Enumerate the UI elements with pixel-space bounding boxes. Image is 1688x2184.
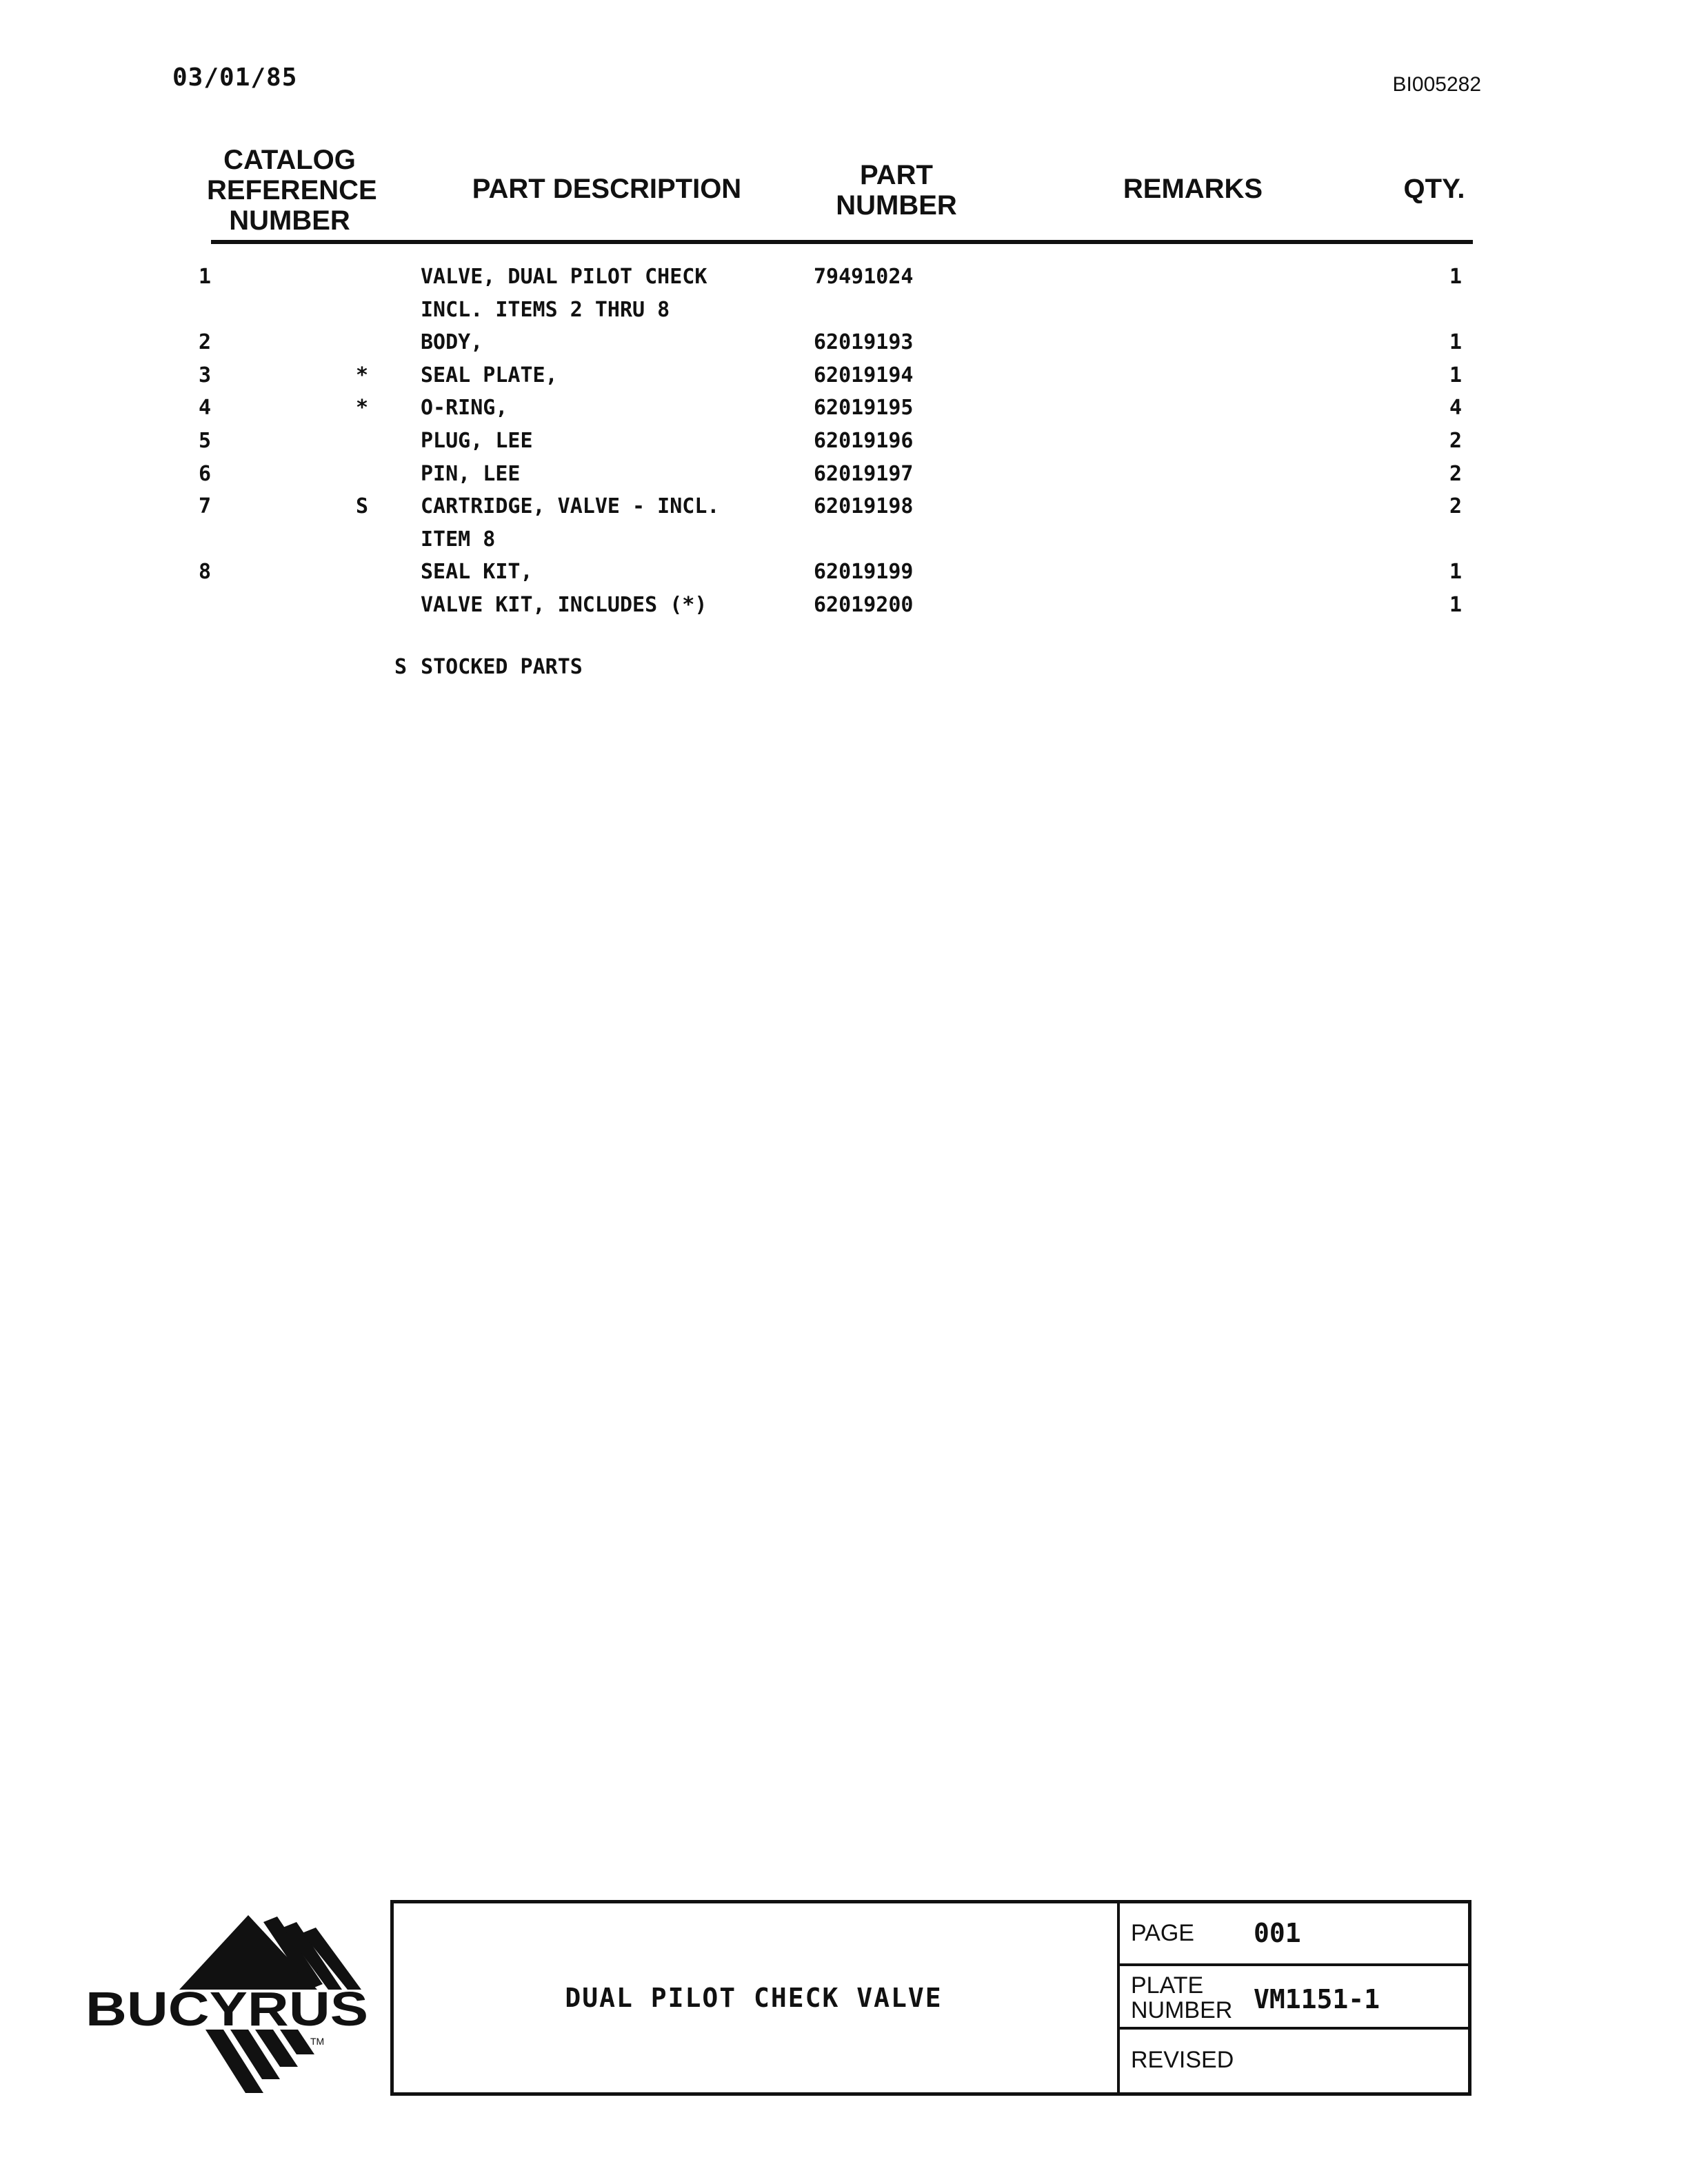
column-header-line: CATALOG bbox=[223, 145, 356, 175]
description-cell: PLUG, LEE bbox=[421, 428, 533, 453]
ref-cell: 4 bbox=[199, 396, 212, 421]
ref-cell: 2 bbox=[199, 330, 212, 355]
revised-label: REVISED bbox=[1131, 2047, 1234, 2073]
ref-cell: 8 bbox=[199, 560, 212, 585]
part-number-cell: 62019196 bbox=[814, 428, 914, 453]
title-block-rule bbox=[1117, 2027, 1471, 2030]
table-row bbox=[0, 392, 1688, 425]
part-number-cell: 62019195 bbox=[814, 396, 914, 421]
description-cell: SEAL PLATE, bbox=[421, 363, 558, 387]
header-rule bbox=[211, 240, 1473, 244]
ref-cell: 3 bbox=[199, 363, 212, 387]
table-row bbox=[0, 523, 1688, 556]
table-row bbox=[0, 261, 1688, 294]
column-header-part-description: PART DESCRIPTION bbox=[472, 174, 742, 204]
part-number-cell: 62019197 bbox=[814, 461, 914, 486]
description-cell: VALVE KIT, INCLUDES (*) bbox=[421, 592, 707, 617]
description-cell: PIN, LEE bbox=[421, 461, 521, 486]
qty-cell: 1 bbox=[1449, 330, 1462, 355]
description-cell: CARTRIDGE, VALVE - INCL. bbox=[421, 494, 720, 519]
description-cell: SEAL KIT, bbox=[421, 560, 533, 585]
column-header-part-number bbox=[814, 160, 979, 221]
qty-cell: 4 bbox=[1449, 396, 1462, 421]
column-header-line: NUMBER bbox=[836, 190, 957, 221]
qty-cell: 1 bbox=[1449, 560, 1462, 585]
part-number-cell: 79491024 bbox=[814, 265, 914, 289]
document-date: 03/01/85 bbox=[172, 63, 298, 92]
column-header-qty: QTY. bbox=[1403, 174, 1465, 204]
page-label: PAGE bbox=[1131, 1920, 1194, 1946]
bucyrus-logo bbox=[83, 1907, 379, 2100]
part-number-cell: 62019200 bbox=[814, 592, 914, 617]
logo-trademark: TM bbox=[310, 2036, 325, 2047]
logo-wordmark: BUCYRUS bbox=[86, 1982, 368, 2036]
plate-number: VM1151-1 bbox=[1254, 1984, 1380, 2014]
ref-cell: 6 bbox=[199, 461, 212, 486]
qty-cell: 2 bbox=[1449, 494, 1462, 519]
description-cell: O-RING, bbox=[421, 396, 508, 421]
mark-cell: * bbox=[356, 396, 369, 421]
legend-text: STOCKED PARTS bbox=[421, 655, 583, 679]
ref-cell: 1 bbox=[199, 265, 212, 289]
table-row bbox=[0, 490, 1688, 523]
table-row bbox=[0, 326, 1688, 359]
plate-label-line: PLATE bbox=[1131, 1972, 1204, 1999]
legend-mark: S bbox=[394, 655, 408, 679]
column-header-catalog-reference bbox=[207, 145, 377, 236]
legend bbox=[394, 655, 583, 679]
title-block-rule bbox=[1117, 1963, 1471, 1966]
description-cell: ITEM 8 bbox=[421, 527, 496, 552]
part-number-cell: 62019199 bbox=[814, 560, 914, 585]
column-header-line: REFERENCE bbox=[207, 175, 377, 205]
table-row bbox=[0, 359, 1688, 392]
drawing-title: DUAL PILOT CHECK VALVE bbox=[565, 1983, 943, 2013]
part-number-cell: 62019194 bbox=[814, 363, 914, 387]
description-cell: INCL. ITEMS 2 THRU 8 bbox=[421, 297, 670, 322]
column-header-line: PART bbox=[860, 160, 933, 190]
plate-label-line: NUMBER bbox=[1131, 1997, 1233, 2023]
description-cell: BODY, bbox=[421, 330, 483, 355]
qty-cell: 1 bbox=[1449, 592, 1462, 617]
plate-number-label bbox=[1131, 1973, 1232, 2023]
description-cell: VALVE, DUAL PILOT CHECK bbox=[421, 265, 707, 289]
part-number-cell: 62019193 bbox=[814, 330, 914, 355]
mark-cell: * bbox=[356, 363, 369, 387]
ref-cell: 7 bbox=[199, 494, 212, 519]
qty-cell: 2 bbox=[1449, 428, 1462, 453]
logo-graphic bbox=[83, 1907, 379, 2100]
column-header-remarks: REMARKS bbox=[1123, 174, 1263, 204]
table-row bbox=[0, 556, 1688, 589]
parts-list bbox=[0, 261, 1688, 622]
qty-cell: 2 bbox=[1449, 461, 1462, 486]
qty-cell: 1 bbox=[1449, 265, 1462, 289]
table-row bbox=[0, 589, 1688, 622]
title-block-divider bbox=[1117, 1900, 1120, 2096]
part-number-cell: 62019198 bbox=[814, 494, 914, 519]
document-id: BI005282 bbox=[1392, 73, 1481, 96]
page-number: 001 bbox=[1254, 1918, 1301, 1948]
ref-cell: 5 bbox=[199, 428, 212, 453]
qty-cell: 1 bbox=[1449, 363, 1462, 387]
table-row bbox=[0, 425, 1688, 458]
table-row bbox=[0, 458, 1688, 491]
column-header-line: NUMBER bbox=[229, 205, 350, 236]
table-row bbox=[0, 294, 1688, 327]
mark-cell: S bbox=[356, 494, 369, 519]
